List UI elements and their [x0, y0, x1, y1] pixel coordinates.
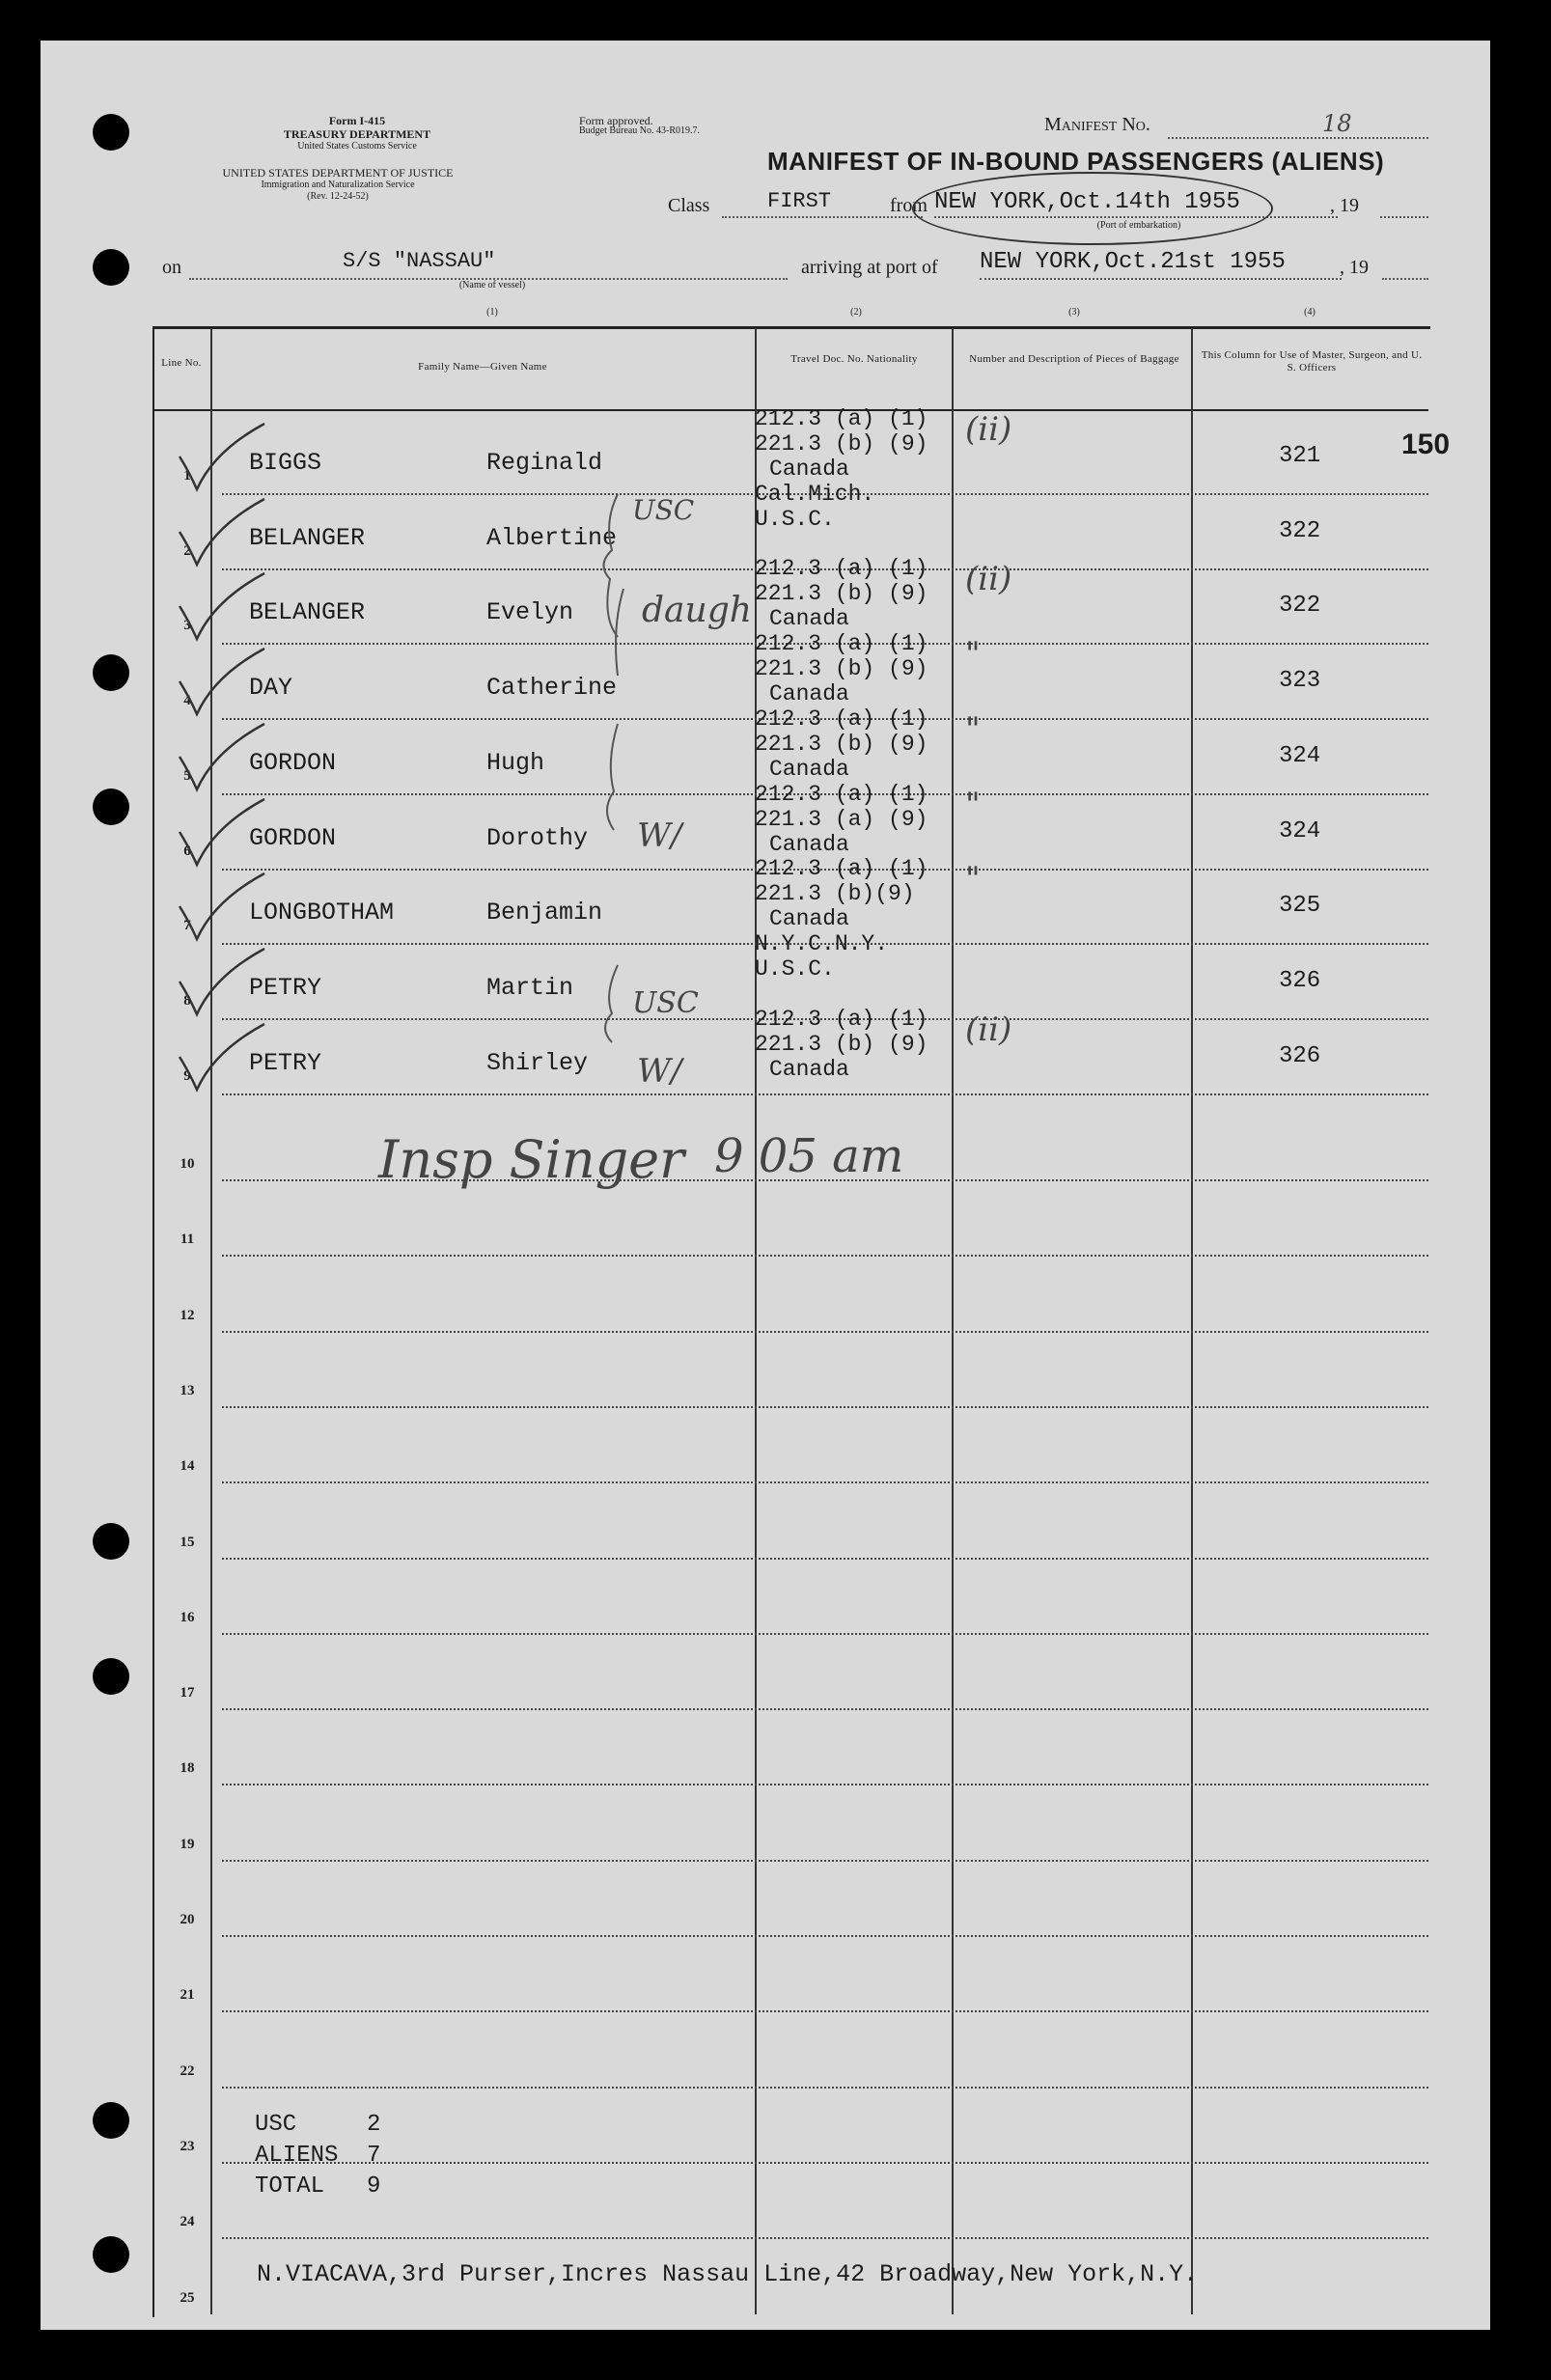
line-number: 15	[180, 1534, 195, 1550]
circled-date	[912, 172, 1273, 245]
punch-hole	[93, 2102, 129, 2139]
nationality: Canada	[769, 681, 849, 707]
line-number: 19	[180, 1836, 195, 1852]
given-name: Evelyn	[486, 598, 574, 627]
totals-total: 9	[367, 2173, 381, 2200]
given-name: Shirley	[486, 1048, 589, 1077]
officer-number: 322	[1279, 593, 1321, 620]
travel-doc-line-1: 212.3 (a) (1)	[755, 556, 928, 582]
inspector-signature: Insp Singer	[378, 1129, 684, 1190]
totals-aliens: 7	[367, 2143, 381, 2169]
line-number: 12	[180, 1307, 195, 1323]
given-name: Hugh	[486, 748, 545, 777]
punch-hole	[93, 249, 129, 286]
officer-number: 321	[1279, 443, 1321, 469]
line-number: 14	[180, 1458, 195, 1475]
from-value: NEW YORK,Oct.14th 1955	[934, 189, 1240, 215]
row-separator	[222, 1406, 1428, 1408]
line-number: 7	[183, 918, 191, 934]
line-number: 4	[183, 693, 191, 709]
manifest-no-label: Manifest No.	[1044, 114, 1150, 135]
annotation-usc-2: USC	[632, 986, 699, 1020]
class-label: Class	[668, 195, 710, 216]
nationality: Canada	[769, 906, 849, 932]
row-separator	[222, 1784, 1428, 1785]
travel-doc-line-1: 212.3 (a) (1)	[755, 781, 928, 807]
line-number: 21	[180, 1987, 195, 2004]
officer-number: 324	[1279, 817, 1321, 844]
line-number: 17	[180, 1685, 195, 1702]
row-separator	[222, 1633, 1428, 1635]
header-baggage: Number and Description of Pieces of Baggage	[969, 353, 1179, 365]
bracket-marks	[579, 483, 656, 1081]
given-name: Catherine	[486, 674, 618, 703]
travel-doc-line-2: 221.3 (b) (9)	[755, 731, 928, 757]
travel-doc-line-2: U.S.C.	[755, 506, 835, 532]
baggage-count: "	[965, 785, 981, 824]
manifest-no-line	[1168, 137, 1428, 139]
line-number: 9	[183, 1067, 191, 1084]
header-travel-doc: Travel Doc. No. Nationality	[790, 353, 918, 365]
family-name: PETRY	[249, 973, 322, 1002]
family-name: BELANGER	[249, 598, 366, 627]
travel-doc-line-1: 212.3 (a) (1)	[755, 406, 928, 431]
given-name: Albertine	[486, 523, 618, 552]
travel-doc-line-2: 221.3 (b) (9)	[755, 1031, 928, 1057]
col-num-4: (4)	[1304, 307, 1316, 318]
row-separator	[222, 1093, 1428, 1095]
header-officers: This Column for Use of Master, Surgeon, and U. S. Officers	[1201, 349, 1423, 374]
baggage-count: (ii)	[965, 1010, 1012, 1049]
line-number: 20	[180, 1912, 195, 1927]
divider-baggage-col	[1191, 328, 1193, 2314]
row-separator	[222, 1708, 1428, 1710]
manifest-title: MANIFEST OF IN-BOUND PASSENGERS (ALIENS)	[767, 147, 1385, 176]
row-separator	[222, 2237, 1428, 2239]
budget-bureau: Budget Bureau No. 43-R019.7.	[579, 125, 700, 136]
nationality: Canada	[769, 1056, 849, 1082]
travel-doc-line-1: N.Y.C.N.Y.	[755, 930, 889, 956]
punch-hole	[93, 2236, 129, 2273]
officer-number: 325	[1279, 893, 1321, 920]
travel-doc-line-1: 212.3 (a) (1)	[755, 706, 928, 732]
family-name: BELANGER	[249, 523, 366, 552]
purser-signature-line: N.VIACAVA,3rd Purser,Incres Nassau Line,42 Broadway,New York,N.Y.	[257, 2260, 1199, 2288]
arriving-line	[980, 278, 1342, 280]
col-num-3: (3)	[1068, 307, 1080, 318]
nationality: Canada	[769, 606, 849, 632]
on-label: on	[162, 257, 181, 278]
punch-hole	[93, 1523, 129, 1560]
customs-service: United States Customs Service	[297, 141, 417, 152]
punch-hole	[93, 114, 129, 151]
row-separator	[222, 1558, 1428, 1560]
nationality: Canada	[769, 756, 849, 782]
arriving-year-suffix: , 19	[1340, 257, 1369, 278]
travel-doc-line-1: 212.3 (a) (1)	[755, 631, 928, 657]
officer-number: 326	[1279, 967, 1321, 994]
travel-doc-line-2: 221.3 (b) (9)	[755, 656, 928, 682]
immigration-service: Immigration and Naturalization Service	[261, 180, 415, 190]
class-value: FIRST	[767, 189, 832, 213]
page-stamp: 150	[1401, 429, 1451, 460]
given-name: Benjamin	[486, 899, 603, 927]
annotation-usc-1: USC	[632, 494, 695, 526]
totals-usc: 2	[367, 2112, 381, 2138]
line-number: 10	[180, 1156, 195, 1172]
row-separator	[222, 1481, 1428, 1483]
divider-doc-col	[952, 328, 954, 2314]
justice-dept: UNITED STATES DEPARTMENT OF JUSTICE	[222, 166, 454, 180]
given-name: Reginald	[486, 449, 603, 477]
line-number: 18	[180, 1760, 195, 1777]
row-separator	[222, 2162, 1428, 2164]
travel-doc-line-1: 212.3 (a) (1)	[755, 856, 928, 882]
line-number: 2	[183, 542, 191, 559]
form-approved: Form approved.	[579, 114, 653, 127]
col-num-2: (2)	[850, 307, 862, 318]
family-name: GORDON	[249, 823, 337, 852]
inspection-time: 9 05 am	[714, 1129, 904, 1183]
baggage-count: "	[965, 709, 981, 749]
punch-hole	[93, 789, 129, 825]
totals-aliens-label: ALIENS	[255, 2143, 339, 2169]
travel-doc-line-2: U.S.C.	[755, 955, 835, 982]
travel-doc-line-2: 221.3 (b)(9)	[755, 881, 915, 907]
baggage-count: "	[965, 860, 981, 899]
vessel-name: S/S "NASSAU"	[343, 249, 496, 273]
nationality: Canada	[769, 457, 849, 482]
travel-doc-line-2: 221.3 (b) (9)	[755, 431, 928, 457]
from-year-suffix: , 19	[1330, 195, 1359, 216]
embark-caption: (Port of embarkation)	[1096, 220, 1181, 231]
family-name: LONGBOTHAM	[249, 899, 395, 927]
manifest-no: 18	[1322, 110, 1352, 137]
baggage-count: "	[965, 635, 981, 675]
line-number: 1	[183, 468, 191, 484]
given-name: Martin	[486, 973, 574, 1002]
family-name: GORDON	[249, 748, 337, 777]
header-line-no: Line No.	[161, 357, 202, 369]
totals-total-label: TOTAL	[255, 2173, 325, 2200]
line-number: 8	[183, 992, 191, 1009]
row-separator	[222, 1935, 1428, 1937]
vessel-caption: (Name of vessel)	[458, 280, 526, 291]
arriving-label: arriving at port of	[801, 257, 938, 278]
row-separator	[222, 1255, 1428, 1257]
travel-doc-line-2: 221.3 (b) (9)	[755, 581, 928, 607]
line-number: 3	[183, 618, 191, 634]
arriving-value: NEW YORK,Oct.21st 1955	[980, 249, 1286, 275]
line-number: 16	[180, 1609, 195, 1625]
col-num-1: (1)	[486, 307, 498, 318]
from-label: from	[890, 195, 928, 216]
officer-number: 324	[1279, 742, 1321, 769]
family-name: BIGGS	[249, 449, 322, 477]
line-number: 22	[180, 2062, 195, 2079]
line-number: 25	[180, 2289, 195, 2306]
punch-hole	[93, 1658, 129, 1695]
officer-number: 326	[1279, 1042, 1321, 1069]
line-number: 23	[180, 2138, 195, 2154]
baggage-count: (ii)	[965, 410, 1012, 449]
annotation-wf-1: W/	[637, 816, 682, 855]
annotation-daugh: daugh	[642, 591, 752, 630]
form-number: Form I-415	[328, 114, 386, 127]
officer-number: 323	[1279, 668, 1321, 695]
family-name: DAY	[249, 674, 293, 703]
row-separator	[222, 2010, 1428, 2012]
punch-hole	[93, 654, 129, 691]
line-number: 5	[183, 767, 191, 784]
from-year-line	[1380, 216, 1428, 218]
revision: (Rev. 12-24-52)	[307, 191, 369, 202]
travel-doc-line-1: Cal.Mich.	[755, 481, 875, 507]
travel-doc-line-1: 212.3 (a) (1)	[755, 1006, 928, 1032]
baggage-count: (ii)	[965, 560, 1012, 599]
line-number: 11	[180, 1232, 195, 1248]
arriving-year-line	[1382, 278, 1428, 280]
header-name: Family Name—Given Name	[418, 361, 547, 373]
line-number: 13	[180, 1382, 195, 1398]
annotation-wf-2: W/	[637, 1052, 682, 1091]
treasury-dept: TREASURY DEPARTMENT	[283, 127, 431, 141]
line-number: 6	[183, 843, 191, 859]
row-separator	[222, 1860, 1428, 1862]
line-number: 24	[180, 2214, 195, 2230]
nationality: Canada	[769, 831, 849, 857]
family-name: PETRY	[249, 1048, 322, 1077]
row-separator	[222, 1331, 1428, 1333]
officer-number: 322	[1279, 517, 1321, 544]
row-separator	[222, 2087, 1428, 2089]
divider-name-col	[755, 328, 757, 2314]
given-name: Dorothy	[486, 823, 589, 852]
totals-usc-label: USC	[255, 2112, 297, 2138]
travel-doc-line-2: 221.3 (a) (9)	[755, 806, 928, 832]
